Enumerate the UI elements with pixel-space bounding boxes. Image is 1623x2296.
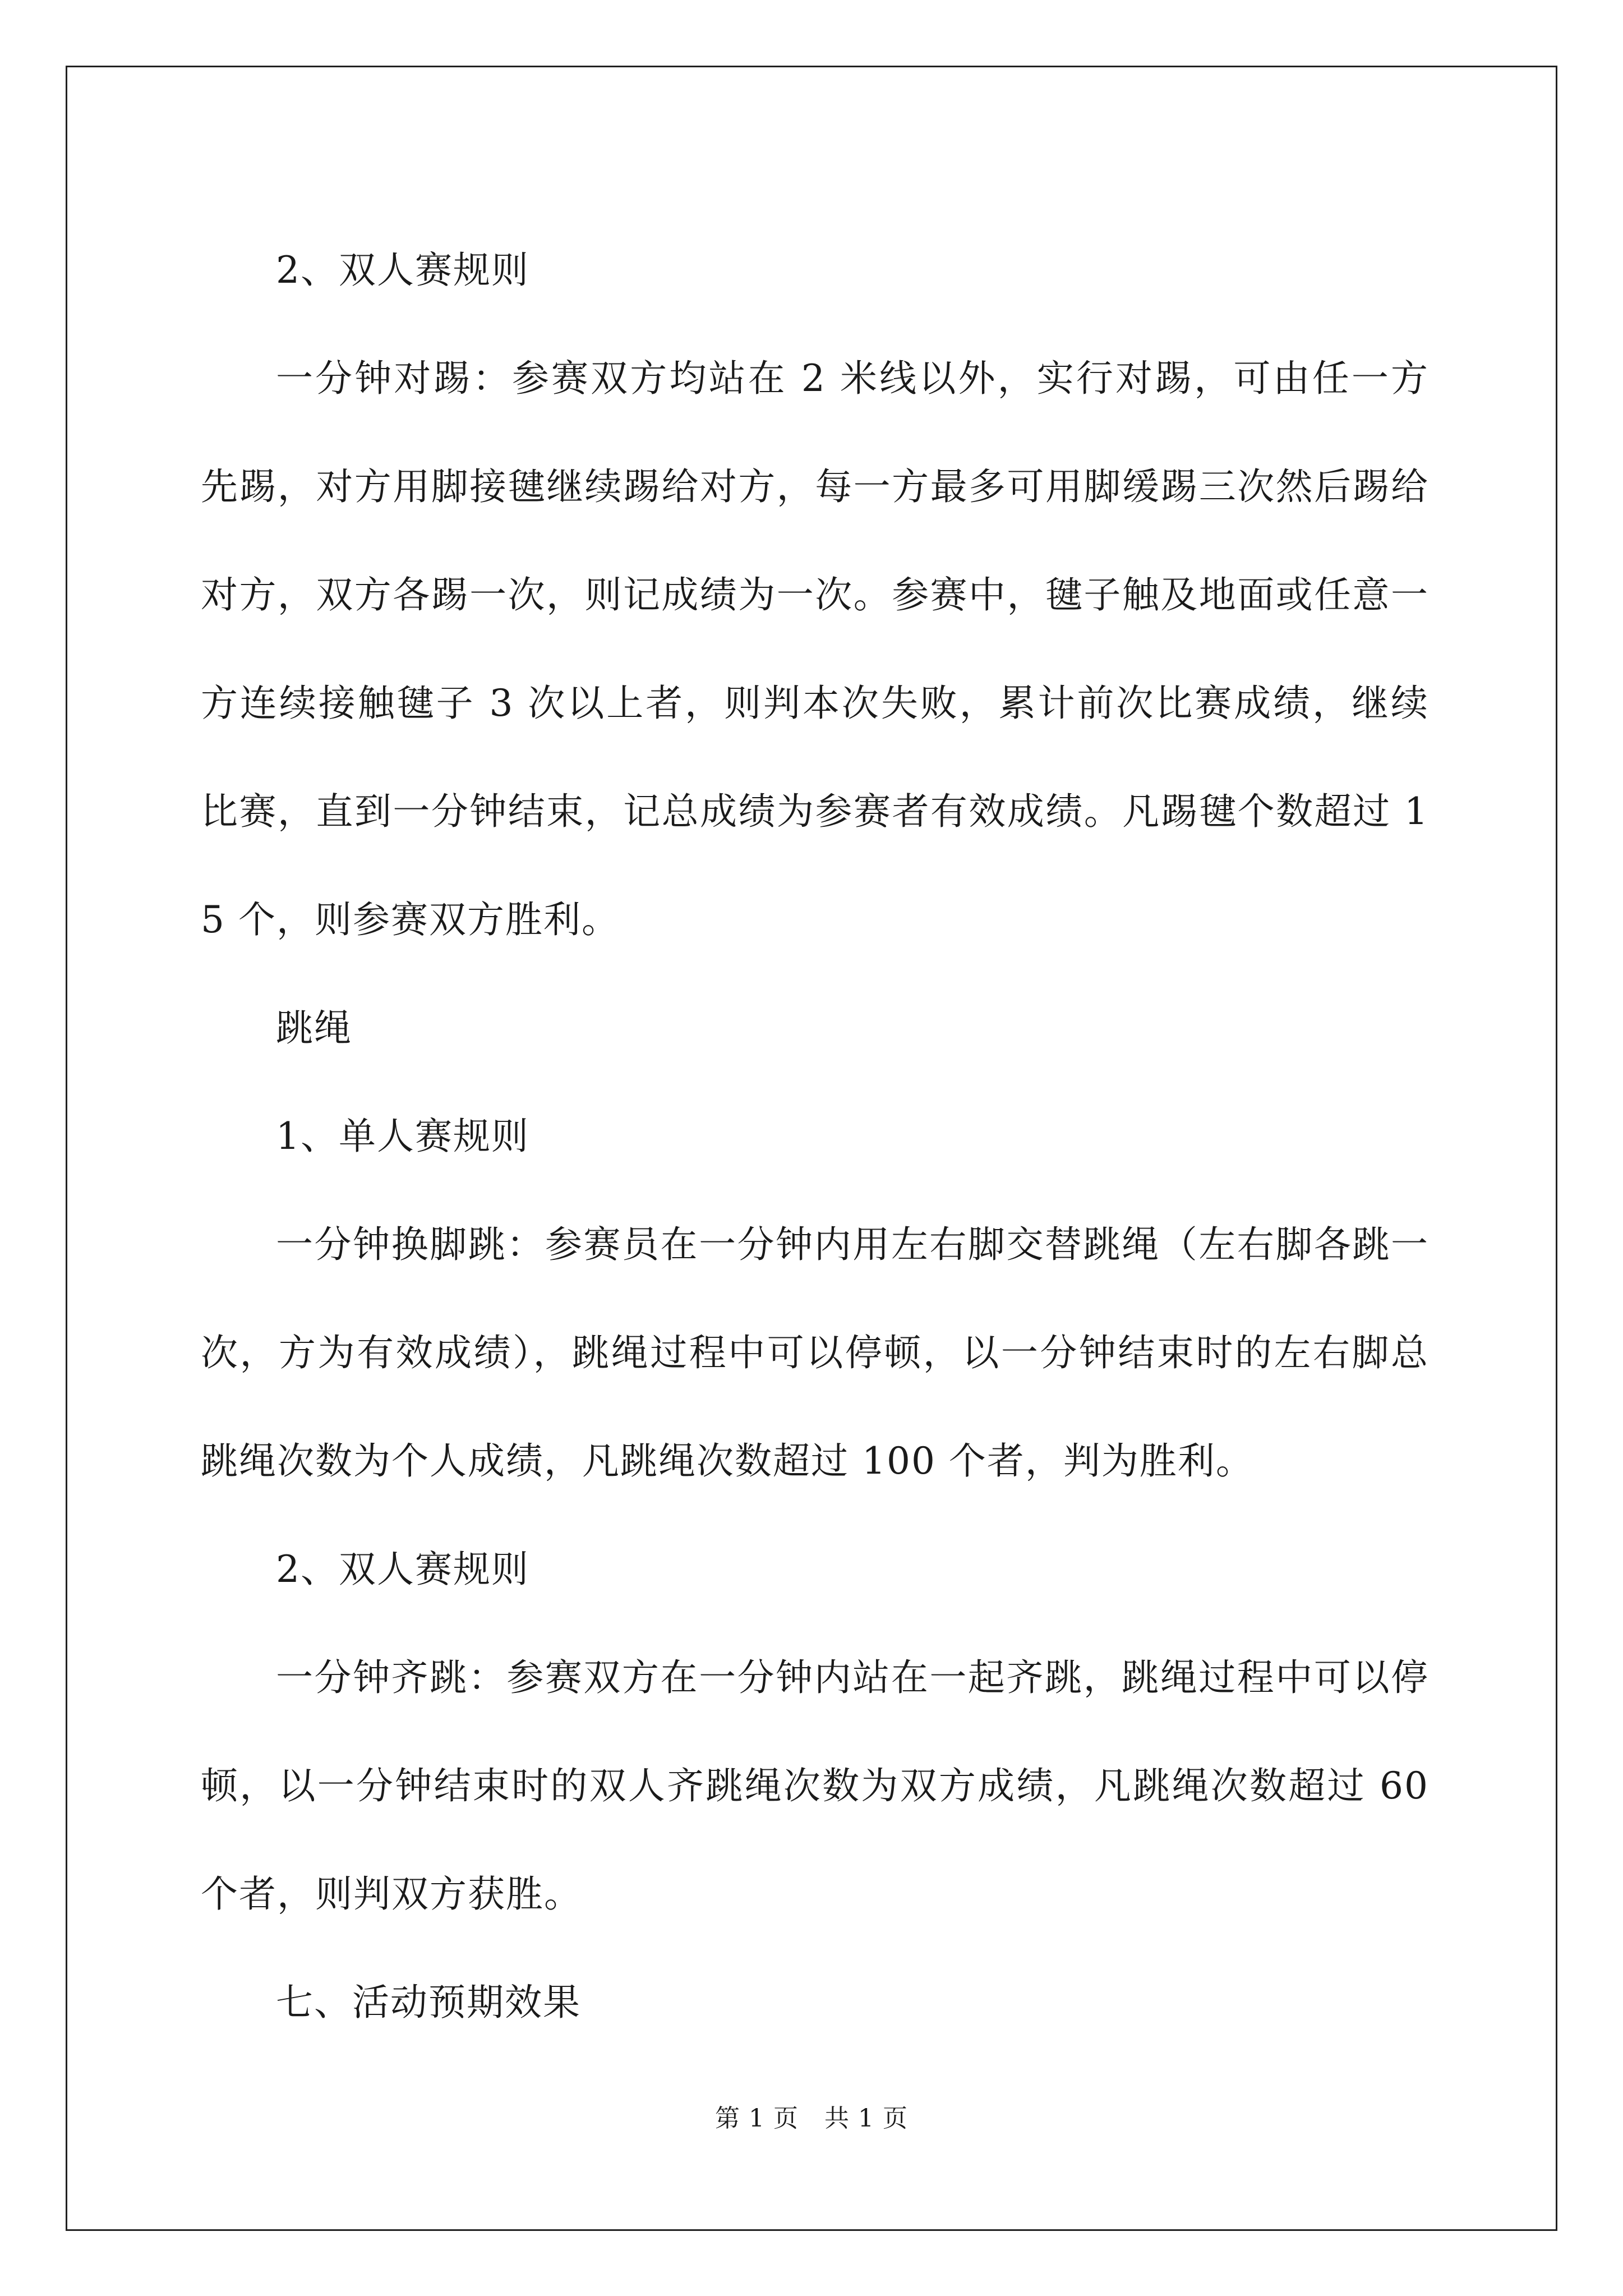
rule-paragraph-one-minute-kick: 一分钟对踢：参赛双方均站在 2 米线以外，实行对踢，可由任一方先踢，对方用脚接毽继续踢给对方，每一方最多可用脚缓踢三次然后踢给对方，双方各踢一次，则记成绩为一次。参赛中，毽子触及地面或任意一方连续接触毽子 3 次以上者，则判本次失败，累计前次比赛成绩，继续比赛，直到一分钟结束，记总成绩为参赛者有效成绩。凡踢毽个数超过 15 个，则参赛双方胜利。	[201, 357, 1429, 941]
section-heading-jump-rope: 跳绳	[276, 1006, 352, 1050]
section-heading-doubles-shuttlecock: 2、双人赛规则	[276, 249, 529, 292]
rule-paragraph-alternate-feet: 一分钟换脚跳：参赛员在一分钟内用左右脚交替跳绳（左右脚各跳一次，方为有效成绩），跳绳过程中可以停顿，以一分钟结束时的左右脚总跳绳次数为个人成绩，凡跳绳次数超过 100 个者，判为胜利。	[201, 1223, 1429, 1483]
page-total: 共 1 页	[824, 2104, 908, 2133]
rule-paragraph-jump-together: 一分钟齐跳：参赛双方在一分钟内站在一起齐跳，跳绳过程中可以停顿，以一分钟结束时的双人齐跳绳次数为双方成绩，凡跳绳次数超过 60 个者，则判双方获胜。	[201, 1656, 1429, 1916]
section-heading-doubles-rules: 2、双人赛规则	[276, 1548, 529, 1591]
section-heading-singles-rules: 1、单人赛规则	[276, 1115, 529, 1158]
document-body	[201, 216, 1429, 2056]
page-footer	[0, 2098, 1623, 2134]
section-heading-expected-results: 七、活动预期效果	[276, 1981, 581, 2024]
page-number: 第 1 页	[715, 2104, 799, 2133]
